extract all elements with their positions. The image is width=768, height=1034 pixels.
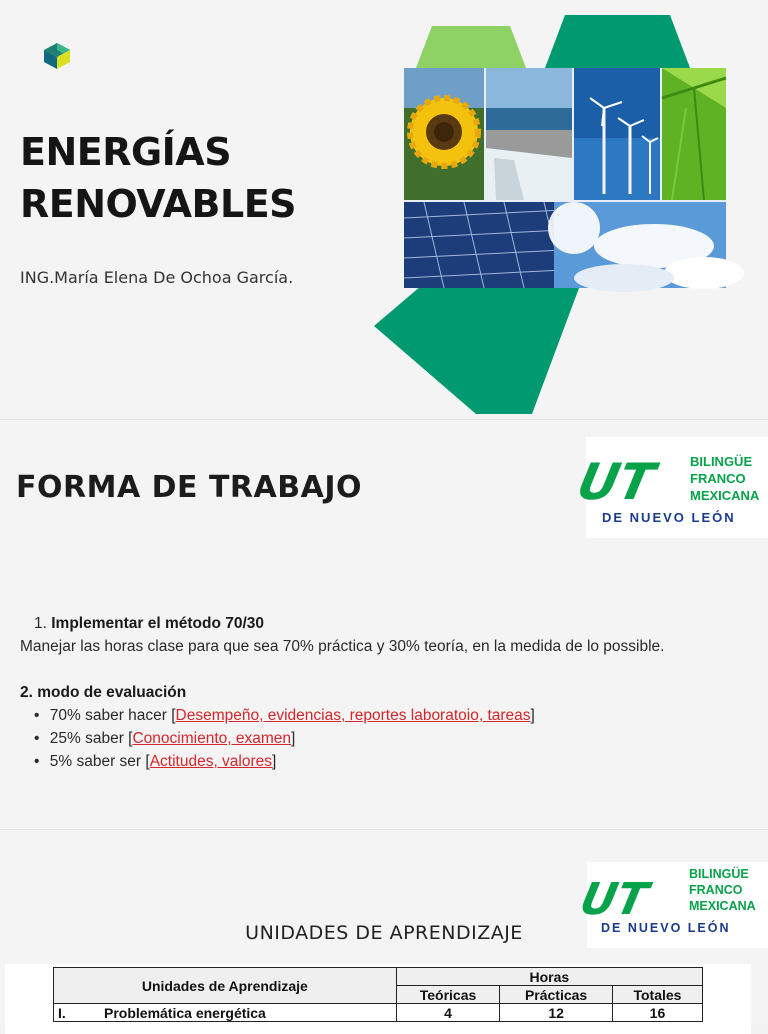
evaluation-link[interactable]: Conocimiento, examen [132,730,291,747]
title-line-1: ENERGÍAS [20,130,232,174]
column-header: Prácticas [500,986,613,1004]
logo-line-1: BILINGÜE [689,867,749,881]
logo-line-2: FRANCO [689,883,743,897]
logo-line-4: DE NUEVO LEÓN [601,921,731,935]
table-cell: 4 [396,1004,500,1022]
cube-logo-icon [42,42,72,70]
evaluation-link[interactable]: Desempeño, evidencias, reportes laboratoio, tareas [175,707,531,724]
logo-line-3: MEXICANA [690,488,760,503]
column-header: Totales [612,986,702,1004]
table-row [54,1004,703,1022]
column-header: Unidades de Aprendizaje [54,968,397,1004]
units-heading: UNIDADES DE APRENDIZAJE [245,922,523,944]
table-cell: 12 [500,1004,613,1022]
ut-university-logo [572,437,768,538]
table-header-row [54,968,703,986]
svg-text:UT: UT [572,452,660,511]
item-2-title: 2. modo de evaluación [20,684,187,701]
evaluation-link[interactable]: Actitudes, valores [149,753,273,770]
renewable-energy-collage [404,68,726,288]
work-method-content [20,612,760,773]
author-subtitle: ING.María Elena De Ochoa García. [20,268,294,287]
evaluation-list [20,704,760,773]
column-header: Horas [396,968,702,986]
unit-name-cell: I. Problemática energética [54,1004,397,1022]
units-table [53,967,703,1022]
learning-units-slide [0,830,768,1024]
logo-line-1: BILINGÜE [690,454,753,469]
section-heading: FORMA DE TRABAJO [16,470,362,505]
logo-line-3: MEXICANA [689,899,756,913]
evaluation-item: • 5% saber ser [Actitudes, valores] [34,750,760,773]
item-1-title: 1. Implementar el método 70/30 [34,615,265,632]
svg-text:UT: UT [575,874,653,925]
evaluation-item: • 25% saber [Conocimiento, examen] [34,727,760,750]
logo-line-2: FRANCO [690,471,746,486]
units-table-area [5,964,751,1034]
item-1-text: Manejar las horas clase para que sea 70% práctica y 30% teoría, en la medida de lo possible. [20,638,665,655]
column-header: Teóricas [396,986,500,1004]
logo-line-4: DE NUEVO LEÓN [602,510,736,525]
evaluation-item: • 70% saber hacer [Desempeño, evidencias, reportes laboratoio, tareas] [34,704,760,727]
presentation-title [20,126,296,230]
table-cell: 16 [612,1004,702,1022]
work-method-slide [0,420,768,830]
title-line-2: RENOVABLES [20,182,297,226]
title-slide [0,0,768,420]
